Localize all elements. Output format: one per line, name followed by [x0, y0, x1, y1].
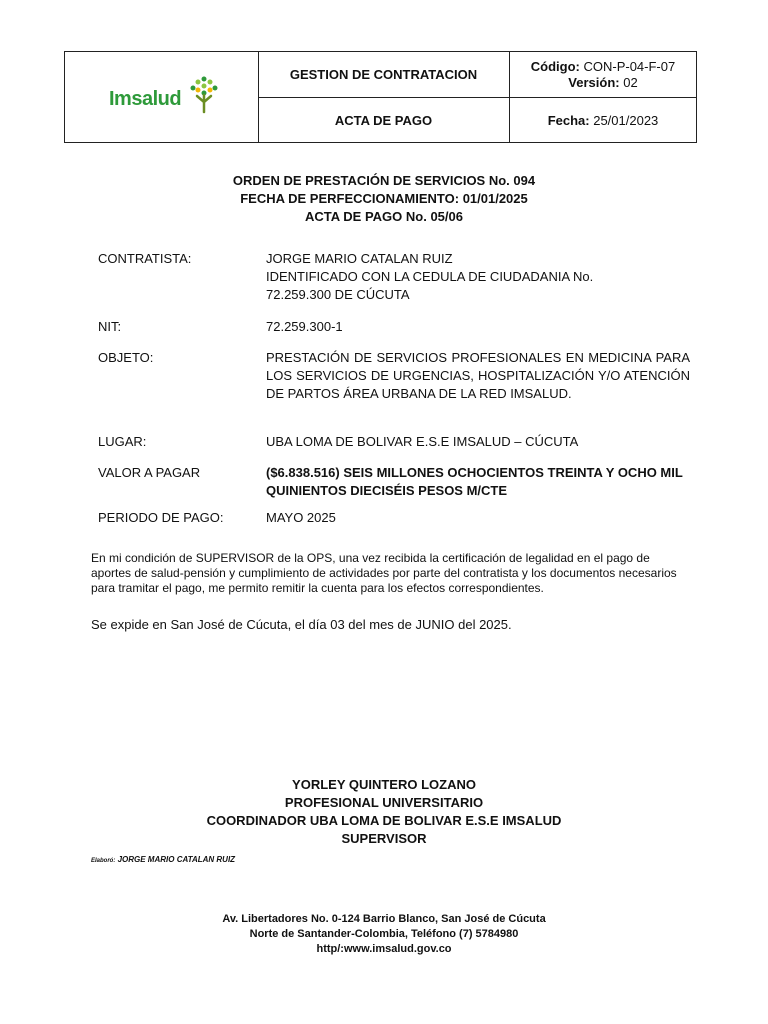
footer-phone: Norte de Santander-Colombia, Teléfono (7) 5784980: [249, 928, 519, 940]
version-label: Versión:: [568, 74, 620, 90]
signature-block: [0, 776, 768, 848]
document-type: ACTA DE PAGO: [258, 98, 510, 142]
signer-position: COORDINADOR UBA LOMA DE BOLIVAR E.S.E IMSALUD: [206, 813, 562, 828]
contratista-label: CONTRATISTA:: [98, 251, 192, 266]
signer-title: PROFESIONAL UNIVERSITARIO: [284, 795, 484, 810]
valor-label: VALOR A PAGAR: [98, 465, 201, 480]
codigo-value: CON-P-04-F-07: [583, 58, 676, 74]
elaboro-note: [91, 855, 235, 864]
version-value: 02: [623, 74, 638, 90]
contratista-id-number: 72.259.300 DE CÚCUTA: [266, 287, 410, 302]
perfeccionamiento-date: FECHA DE PERFECCIONAMIENTO: 01/01/2025: [240, 191, 528, 206]
order-title: ORDEN DE PRESTACIÓN DE SERVICIOS No. 094: [232, 173, 536, 188]
nit-row: [98, 318, 690, 336]
acta-number: ACTA DE PAGO No. 05/06: [305, 209, 463, 224]
fecha-value: 25/01/2023: [593, 112, 659, 128]
nit-value: 72.259.300-1: [266, 319, 343, 334]
logo-text: Imsalud: [109, 88, 182, 110]
page-footer: [0, 912, 768, 957]
signer-name: YORLEY QUINTERO LOZANO: [292, 777, 476, 792]
periodo-row: [98, 509, 690, 527]
lugar-row: [98, 433, 690, 451]
logo-cell: [65, 52, 259, 142]
document-header: [64, 51, 697, 143]
footer-address: Av. Libertadores No. 0-124 Barrio Blanco, San José de Cúcuta: [222, 913, 546, 925]
document-titles: [0, 172, 768, 226]
imsalud-logo: [109, 76, 229, 120]
contratista-name: JORGE MARIO CATALAN RUIZ: [266, 251, 453, 266]
code-version-cell: [510, 52, 696, 98]
elaboro-label: Elaboró:: [91, 858, 116, 864]
fecha-cell: [510, 98, 696, 142]
tree-icon: [187, 76, 221, 116]
objeto-row: [98, 349, 690, 421]
valor-value: ($6.838.516) SEIS MILLONES OCHOCIENTOS TREINTA Y OCHO MIL QUINIENTOS DIECISÉIS PESOS M/CTE: [266, 465, 683, 498]
objeto-label: OBJETO:: [98, 350, 154, 365]
contratista-id-text: IDENTIFICADO CON LA CEDULA DE CIUDADANIA No.: [266, 269, 594, 284]
signer-role: SUPERVISOR: [341, 831, 427, 846]
department-title: GESTION DE CONTRATACION: [258, 52, 510, 98]
periodo-value: MAYO 2025: [266, 510, 336, 525]
valor-row: [98, 464, 690, 500]
fecha-label: Fecha:: [547, 112, 590, 128]
codigo-label: Código:: [530, 58, 580, 74]
contratista-row: [98, 250, 690, 304]
contratista-value: [266, 250, 690, 304]
lugar-value: UBA LOMA DE BOLIVAR E.S.E IMSALUD – CÚCUTA: [266, 434, 579, 449]
objeto-value: PRESTACIÓN DE SERVICIOS PROFESIONALES EN MEDICINA PARA LOS SERVICIOS DE URGENCIAS, HOSPITALIZACIÓN Y/O ATENCIÓN DE PARTOS ÁREA URBANA DE LA RED IMSALUD.: [266, 350, 690, 401]
elaboro-name: JORGE MARIO CATALAN RUIZ: [117, 855, 236, 864]
supervisor-paragraph: En mi condición de SUPERVISOR de la OPS, una vez recibida la certificación de legalidad en el pago de aportes de salud-pensión y cumplimiento de actividades por parte del contratista y los documentos necesarios para tramitar el pago, me permito remitir la cuenta para los efectos correspondientes.: [91, 551, 677, 595]
lugar-label: LUGAR:: [98, 434, 147, 449]
nit-label: NIT:: [98, 319, 122, 334]
footer-website: http/:www.imsalud.gov.co: [316, 943, 452, 955]
periodo-label: PERIODO DE PAGO:: [98, 510, 224, 525]
issue-statement: Se expide en San José de Cúcuta, el día 03 del mes de JUNIO del 2025.: [91, 617, 512, 632]
